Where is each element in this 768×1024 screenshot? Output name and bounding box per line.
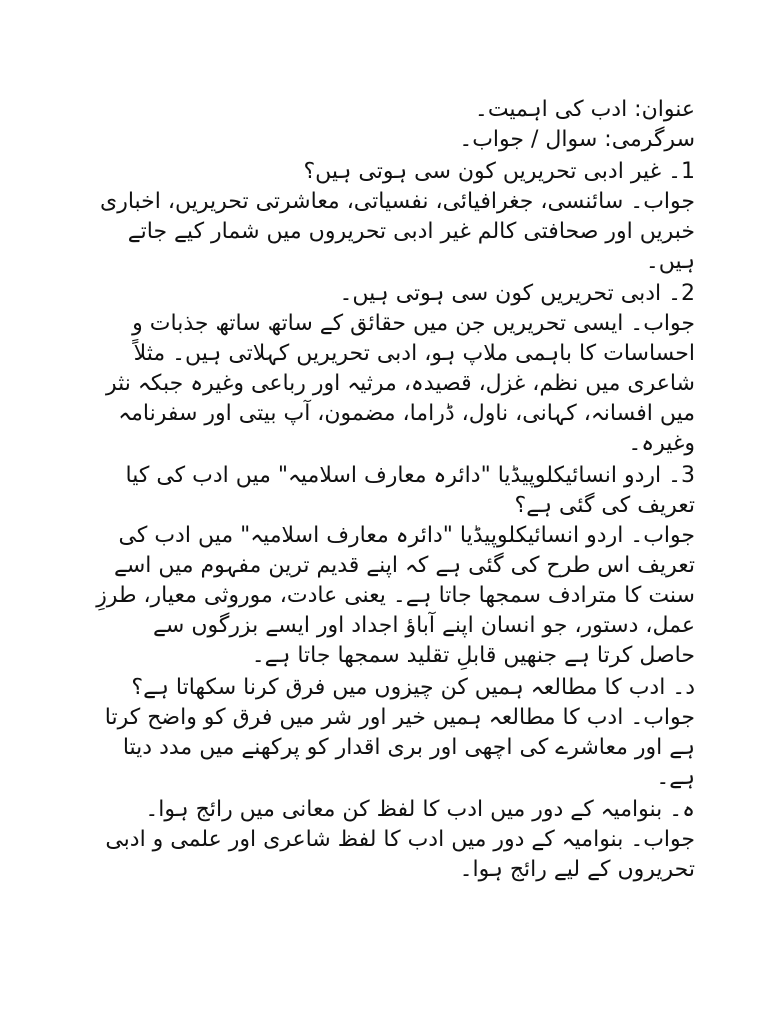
answer-3: جواب۔ اردو انسائیکلوپیڈیا "دائرہ معارف اسلامیہ" میں ادب کی تعریف اس طرح کی گئی ہے کہ اپنے قدیم ترین مفہوم میں اسے سنت کا مترادف سمجھا جاتا ہے۔ یعنی عادت، موروثی معیار، طرزِ عمل، دستور، جو انسان اپنے آباؤ اجداد اور ایسے بزرگوں سے حاصل کرتا ہے جنھیں قابلِ تقلید سمجھا جاتا ہے۔	[96, 523, 695, 668]
topic-heading: عنوان: ادب کی اہمیت۔	[474, 97, 695, 122]
answer-2: جواب۔ ایسی تحریریں جن میں حقائق کے ساتھ ساتھ جذبات و احساسات کا باہمی ملاپ ہو، ادبی تحریریں کہلاتی ہیں۔ مثلاً شاعری میں نظم، غزل، قصیدہ، مرثیہ اور رباعی وغیرہ جبکہ نثر میں افسانہ، کہانی، ناول، ڈراما، مضمون، آپ بیتی اور سفرنامہ وغیرہ۔	[106, 311, 695, 456]
question-3: 3۔ اردو انسائیکلوپیڈیا "دائرہ معارف اسلامیہ" میں ادب کی کیا تعریف کی گئی ہے؟	[125, 463, 695, 518]
answer-4: جواب۔ ادب کا مطالعہ ہمیں خیر اور شر میں فرق کو واضح کرتا ہے اور معاشرے کی اچھی اور بری اقدار کو پرکھنے میں مدد دیتا ہے۔	[104, 705, 695, 790]
answer-1: جواب۔ سائنسی، جغرافیائی، نفسیاتی، معاشرتی تحریریں، اخباری خبریں اور صحافتی کالم غیر ادبی تحریروں میں شمار کیے جاتے ہیں۔	[100, 189, 695, 274]
question-5: ہ۔ بنوامیہ کے دور میں ادب کا لفظ کن معانی میں رائج ہوا۔	[145, 797, 695, 822]
question-2: 2۔ ادبی تحریریں کون سی ہوتی ہیں۔	[339, 281, 695, 306]
question-4: د۔ ادب کا مطالعہ ہمیں کن چیزوں میں فرق کرنا سکھاتا ہے؟	[131, 675, 695, 700]
activity-heading: سرگرمی: سوال / جواب۔	[459, 127, 695, 152]
question-1: 1۔ غیر ادبی تحریریں کون سی ہوتی ہیں؟	[303, 159, 695, 184]
document-body	[95, 95, 695, 885]
answer-5: جواب۔ بنوامیہ کے دور میں ادب کا لفظ شاعری اور علمی و ادبی تحریروں کے لیے رائج ہوا۔	[105, 827, 695, 882]
